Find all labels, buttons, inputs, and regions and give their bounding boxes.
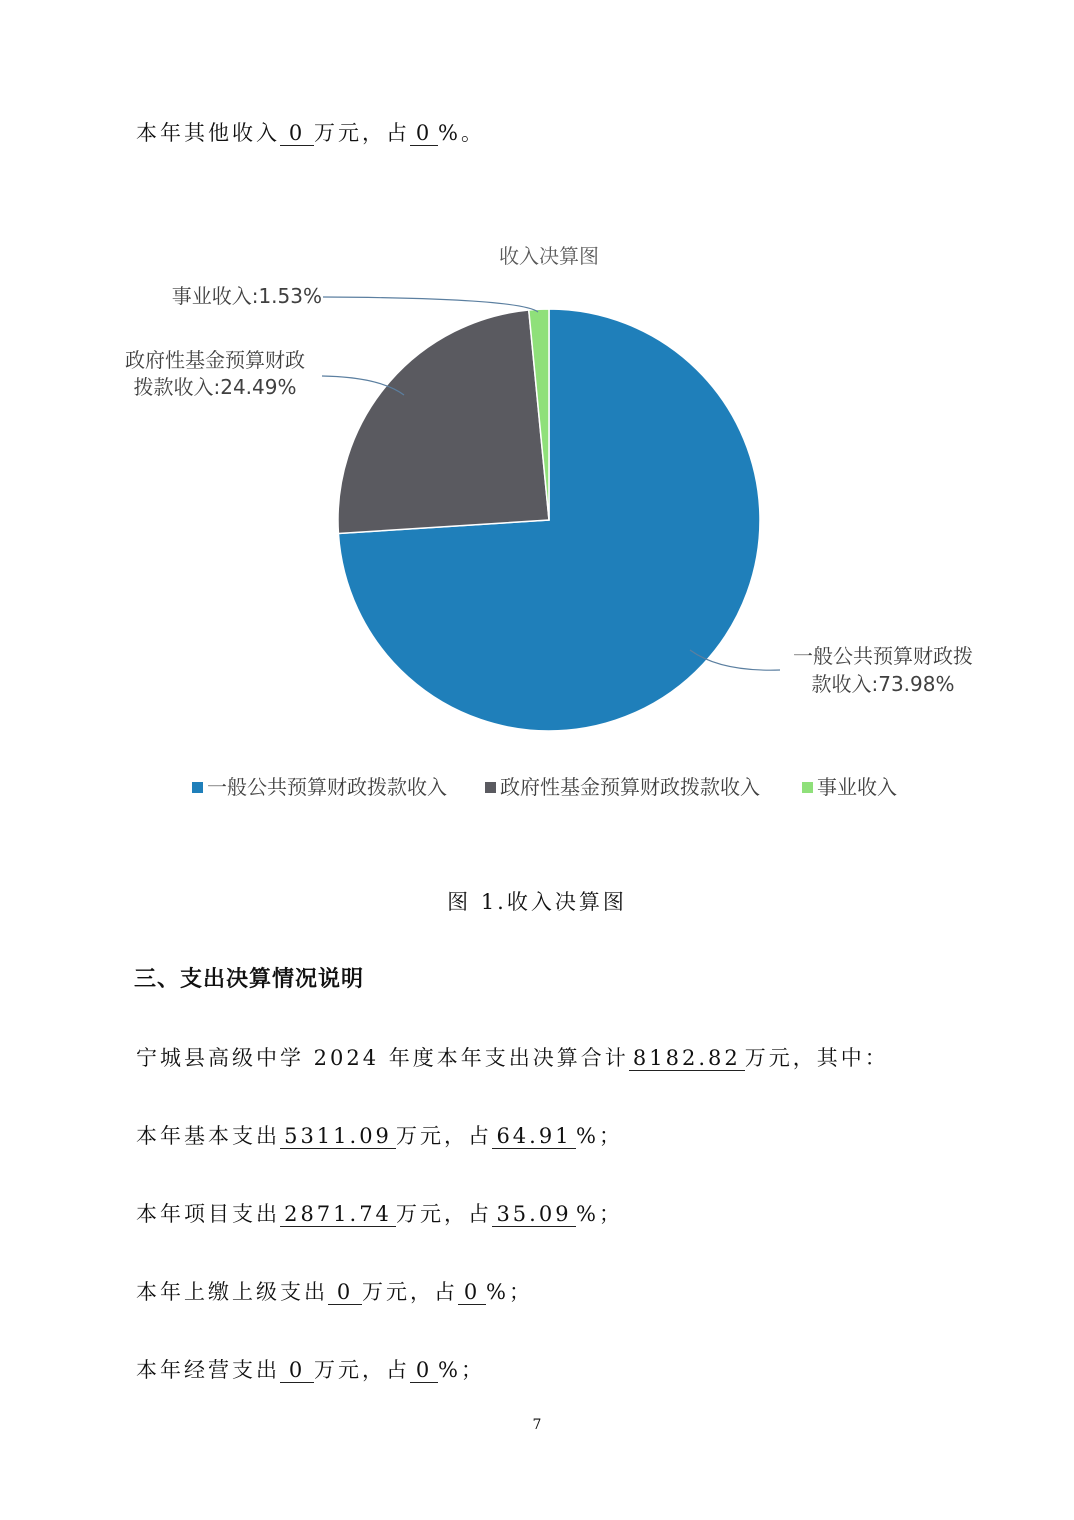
- other-income-line: 本年其他收入 0 万元，占 0 %。: [136, 121, 485, 145]
- data-label-general-line1: 一般公共预算财政拨: [793, 644, 973, 668]
- pie-slices: [338, 309, 760, 731]
- project-expense-percent: 35.09: [492, 1202, 576, 1227]
- business-expense-percent: 0: [410, 1358, 438, 1383]
- basic-expense-line: 本年基本支出 5311.09 万元，占 64.91 %；: [136, 1124, 623, 1148]
- chart-title: 收入决算图: [499, 244, 599, 268]
- chart-legend: [192, 775, 897, 799]
- project-expense-line: 本年项目支出 2871.74 万元，占 35.09 %；: [136, 1202, 623, 1226]
- data-label-fund-line1: 政府性基金预算财政: [125, 348, 305, 372]
- legend-swatch-fund: [485, 782, 496, 793]
- basic-expense-percent: 64.91: [492, 1124, 576, 1149]
- legend-label-general: 一般公共预算财政拨款收入: [207, 775, 447, 799]
- page-number: 7: [532, 1417, 542, 1433]
- legend-swatch-general: [192, 782, 203, 793]
- project-expense-amount: 2871.74: [280, 1202, 396, 1227]
- legend-label-fund: 政府性基金预算财政拨款收入: [500, 775, 760, 799]
- other-income-amount: 0: [280, 121, 314, 146]
- figure-caption: 图 1.收入决算图: [447, 890, 627, 914]
- basic-expense-amount: 5311.09: [280, 1124, 396, 1149]
- business-expense-line: 本年经营支出 0 万元，占 0 %；: [136, 1358, 485, 1382]
- expense-total-line: 宁城县高级中学 2024 年度本年支出决算合计 8182.82 万元，其中：: [136, 1046, 889, 1070]
- legend-label-business: 事业收入: [817, 775, 897, 799]
- data-label-general-line2: 款收入:73.98%: [811, 672, 955, 696]
- upper-expense-line: 本年上缴上级支出 0 万元，占 0 %；: [136, 1280, 533, 1304]
- pie-slice-government-fund: [338, 310, 549, 534]
- data-label-fund-line2: 拨款收入:24.49%: [133, 375, 297, 399]
- leader-line-business: [323, 297, 538, 312]
- upper-expense-percent: 0: [458, 1280, 486, 1305]
- business-expense-amount: 0: [280, 1358, 314, 1383]
- upper-expense-amount: 0: [328, 1280, 362, 1305]
- expense-total-amount: 8182.82: [629, 1046, 745, 1071]
- legend-swatch-business: [802, 782, 813, 793]
- other-income-percent: 0: [410, 121, 438, 146]
- section-heading: 三、支出决算情况说明: [134, 967, 365, 992]
- data-label-business: 事业收入:1.53%: [171, 284, 322, 308]
